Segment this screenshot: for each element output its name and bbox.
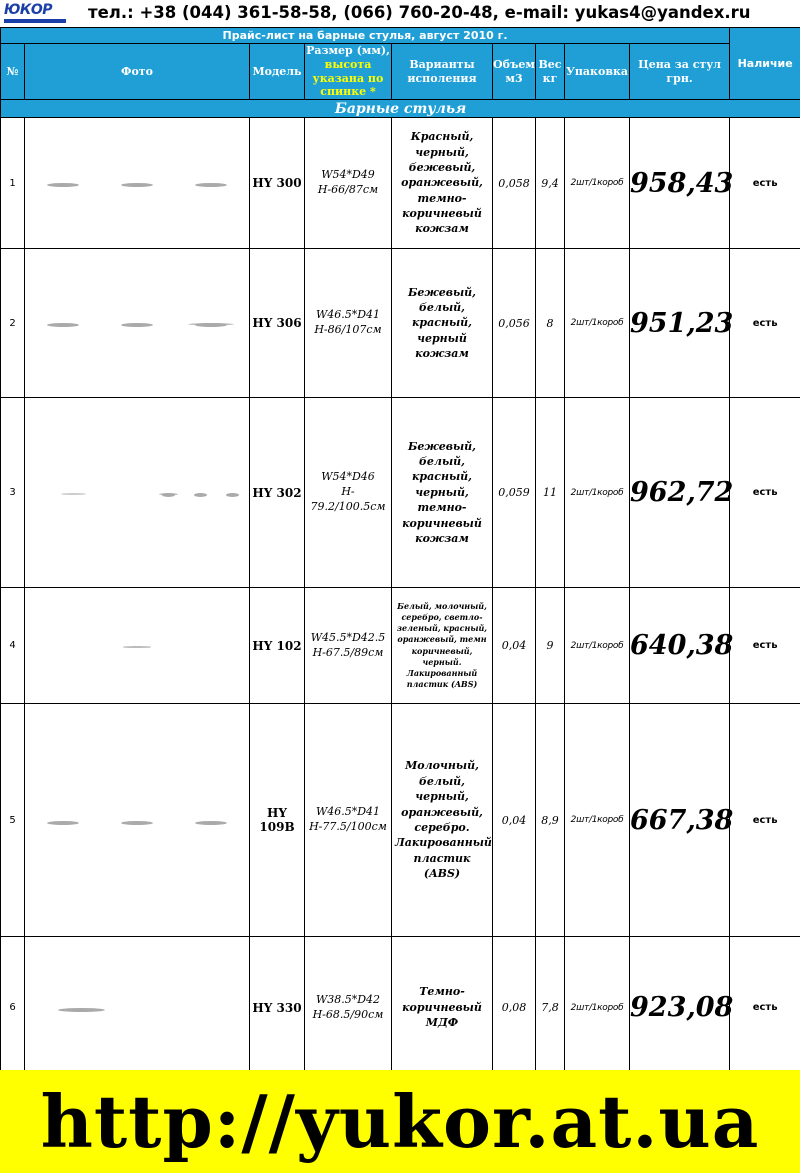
table-row	[1, 118, 800, 249]
website-url[interactable]: http://yukor.at.ua	[40, 1079, 760, 1164]
row-size: W54*D49 H-66/87см	[305, 118, 392, 249]
row-availability: есть	[730, 937, 800, 1079]
row-package: 2шт/1короб	[565, 588, 630, 704]
row-model: HY 330	[250, 937, 305, 1079]
row-price: 958,43	[630, 118, 730, 249]
row-availability: есть	[730, 398, 800, 588]
row-model: HY 109B	[250, 704, 305, 937]
col-volume: Объем м3	[493, 44, 536, 100]
logo-text: ЮКОР	[4, 2, 53, 18]
row-size: W46.5*D41 H-77.5/100см	[305, 704, 392, 937]
table-row	[1, 249, 800, 398]
row-variants: Красный, черный, бежевый, оранжевый, темно-коричневый кожзам	[392, 118, 493, 249]
row-price: 923,08	[630, 937, 730, 1079]
col-weight: Вес кг	[536, 44, 565, 100]
row-weight: 9	[536, 588, 565, 704]
price-list-title: Прайс-лист на барные стулья, август 2010 г.	[1, 28, 730, 44]
row-model: HY 102	[250, 588, 305, 704]
row-photos	[25, 588, 250, 704]
col-variants: Варианты исполения	[392, 44, 493, 100]
row-package: 2шт/1короб	[565, 118, 630, 249]
col-price: Цена за стул грн.	[630, 44, 730, 100]
row-variants: Молочный, белый, черный, оранжевый, серебро. Лакированный пластик (ABS)	[392, 704, 493, 937]
table-row	[1, 937, 800, 1079]
footer-banner	[0, 1070, 800, 1173]
row-size: W45.5*D42.5 H-67.5/89см	[305, 588, 392, 704]
row-availability: есть	[730, 249, 800, 398]
col-photo: Фото	[25, 44, 250, 100]
row-availability: есть	[730, 588, 800, 704]
row-volume: 0,08	[493, 937, 536, 1079]
col-size-note: высота указана по спинке *	[312, 57, 384, 99]
row-photos	[25, 118, 250, 249]
row-photos	[25, 937, 250, 1079]
row-variants: Белый, молочный, серебро, светло-зеленый, красный, оранжевый, темн коричневый, черный. Лакированный пластик (ABS)	[392, 588, 493, 704]
row-num: 1	[1, 118, 25, 249]
col-size-label: Размер (мм),	[306, 44, 390, 57]
row-size: W38.5*D42 H-68.5/90см	[305, 937, 392, 1079]
row-price: 667,38	[630, 704, 730, 937]
row-availability: есть	[730, 704, 800, 937]
company-logo	[2, 2, 68, 25]
row-package: 2шт/1короб	[565, 704, 630, 937]
row-model: HY 300	[250, 118, 305, 249]
row-num: 4	[1, 588, 25, 704]
col-num: №	[1, 44, 25, 100]
row-size: W46.5*D41 H-86/107см	[305, 249, 392, 398]
row-model: HY 302	[250, 398, 305, 588]
row-weight: 8	[536, 249, 565, 398]
row-num: 6	[1, 937, 25, 1079]
row-package: 2шт/1короб	[565, 249, 630, 398]
row-photos	[25, 398, 250, 588]
row-variants: Темно-коричневый МДФ	[392, 937, 493, 1079]
col-model: Модель	[250, 44, 305, 100]
row-price: 962,72	[630, 398, 730, 588]
row-num: 2	[1, 249, 25, 398]
table-row	[1, 588, 800, 704]
row-weight: 7,8	[536, 937, 565, 1079]
row-volume: 0,058	[493, 118, 536, 249]
table-row	[1, 704, 800, 937]
row-package: 2шт/1короб	[565, 398, 630, 588]
row-weight: 8,9	[536, 704, 565, 937]
table-row	[1, 398, 800, 588]
row-variants: Бежевый, белый, красный, черный кожзам	[392, 249, 493, 398]
row-num: 3	[1, 398, 25, 588]
row-num: 5	[1, 704, 25, 937]
price-table	[0, 27, 800, 1079]
row-weight: 11	[536, 398, 565, 588]
row-package: 2шт/1короб	[565, 937, 630, 1079]
row-price: 951,23	[630, 249, 730, 398]
contact-info: тел.: +38 (044) 361-58-58, (066) 760-20-48, e-mail: yukas4@yandex.ru	[88, 3, 751, 22]
row-photos	[25, 704, 250, 937]
col-size	[305, 44, 392, 100]
row-model: HY 306	[250, 249, 305, 398]
row-availability: есть	[730, 118, 800, 249]
row-volume: 0,04	[493, 704, 536, 937]
row-price: 640,38	[630, 588, 730, 704]
row-photos	[25, 249, 250, 398]
row-volume: 0,059	[493, 398, 536, 588]
row-size: W54*D46 H-79.2/100.5см	[305, 398, 392, 588]
col-package: Упаковка	[565, 44, 630, 100]
row-volume: 0,04	[493, 588, 536, 704]
section-title: Барные стулья	[1, 100, 800, 118]
row-variants: Бежевый, белый, красный, черный, темно-коричневый кожзам	[392, 398, 493, 588]
row-volume: 0,056	[493, 249, 536, 398]
row-weight: 9,4	[536, 118, 565, 249]
col-availability: Наличие	[730, 28, 800, 100]
top-bar	[0, 0, 800, 28]
